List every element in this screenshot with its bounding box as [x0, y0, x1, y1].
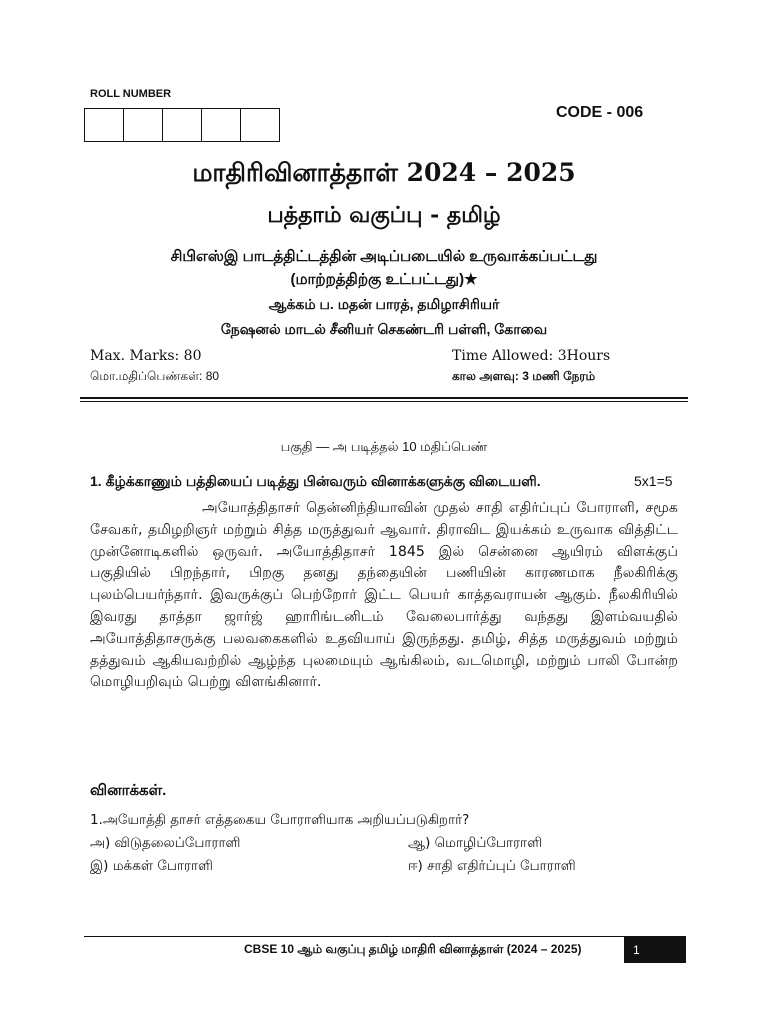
option-a: அ) விடுதலைப்போராளி: [90, 835, 241, 851]
reading-passage: அயோத்திதாசர் தென்னிந்தியாவின் முதல் சாதி எதிர்ப்புப் போராளி, சமூக சேவகர், தமிழறிஞர் மற்றும் சித்த மருத்துவர் ஆவார். திராவிட இயக்கம் உருவாக வித்திட்ட முன்னோடிகளில் ஒருவர். அயோத்திதாசர் 1845 இல் சென்னை ஆயிரம் விளக்குப் பகுதியில் பிறந்தார், பிறகு தனது தந்தையின் பணியின் காரணமாக நீலகிரிக்கு புலம்பெயர்ந்தார். இவருக்குப் பெற்றோர் இட்ட பெயர் காத்தவராயன் ஆகும். நீலகிரியில் இவரது தாத்தா ஜார்ஜ் ஹாரிங்டனிடம் வேலைபார்த்து வந்தது இளம்வயதில் அயோத்திதாசருக்கு பலவகைகளில் உதவியாய் இருந்தது. தமிழ், சித்த மருத்துவம் மற்றும் தத்துவம் ஆகியவற்றில் ஆழ்ந்த புலமையும் ஆங்கிலம், வடமொழி, மற்றும் பாலி போன்ற மொழியறிவும் பெற்று விளங்கினார்.: [90, 500, 678, 691]
paper-title: மாதிரிவினாத்தாள் 2024 – 2025: [192, 158, 576, 187]
paper-subtitle: பத்தாம் வகுப்பு - தமிழ்: [267, 202, 501, 228]
question-1: 1.அயோத்தி தாசர் எத்தகைய போராளியாக அறியப்படுகிறார்?: [90, 812, 470, 828]
time-allowed-tamil: கால அளவு: 3 மணி நேரம்: [452, 369, 596, 383]
option-b: ஆ) மொழிப்போராளி: [408, 835, 543, 851]
school-line: நேஷனல் மாடல் சீனியர் செகண்டரி பள்ளி, கோவை: [220, 321, 548, 337]
option-c: இ) மக்கள் போராளி: [90, 858, 213, 874]
option-d: ஈ) சாதி எதிர்ப்புப் போராளி: [408, 858, 576, 874]
roll-box: [163, 109, 202, 141]
roll-box: [202, 109, 241, 141]
page-number-box: [624, 937, 686, 963]
roll-number-label: ROLL NUMBER: [90, 88, 172, 100]
page-number: 1: [633, 943, 640, 957]
time-allowed-english: Time Allowed: 3Hours: [452, 348, 611, 364]
roll-number-boxes: [84, 108, 280, 142]
footer-text: CBSE 10 ஆம் வகுப்பு தமிழ் மாதிரி வினாத்தாள் (2024 – 2025): [244, 942, 582, 956]
subject-to-change-text: (மாற்றத்திற்கு உட்பட்டது): [290, 271, 465, 288]
roll-box: [241, 109, 279, 141]
star-icon: ★: [464, 271, 478, 288]
roll-box: [85, 109, 124, 141]
roll-box: [124, 109, 163, 141]
footer-divider: [84, 936, 686, 937]
syllabus-line: சிபிஎஸ்இ பாடத்திட்டத்தின் அடிப்படையில் உருவாக்கப்பட்டது: [170, 248, 598, 265]
question-1-instruction: 1. கீழ்க்காணும் பத்தியைப் படித்து பின்வரும் வினாக்களுக்கு விடையளி.: [90, 473, 541, 489]
paper-code: CODE - 006: [556, 104, 644, 121]
header-divider-thin: [80, 401, 688, 402]
question-1-marks: 5x1=5: [634, 473, 673, 489]
author-line: ஆக்கம் ப. மதன் பாரத், தமிழாசிரியர்: [268, 296, 500, 312]
subject-to-change-line: [0, 270, 768, 290]
max-marks-english: Max. Marks: 80: [90, 348, 202, 364]
section-title: பகுதி — அ படித்தல் 10 மதிப்பெண்: [280, 439, 488, 454]
questions-heading: வினாக்கள்.: [90, 782, 167, 799]
header-divider-thick: [80, 397, 688, 399]
max-marks-tamil: மொ.மதிப்பெண்கள்: 80: [90, 369, 220, 383]
